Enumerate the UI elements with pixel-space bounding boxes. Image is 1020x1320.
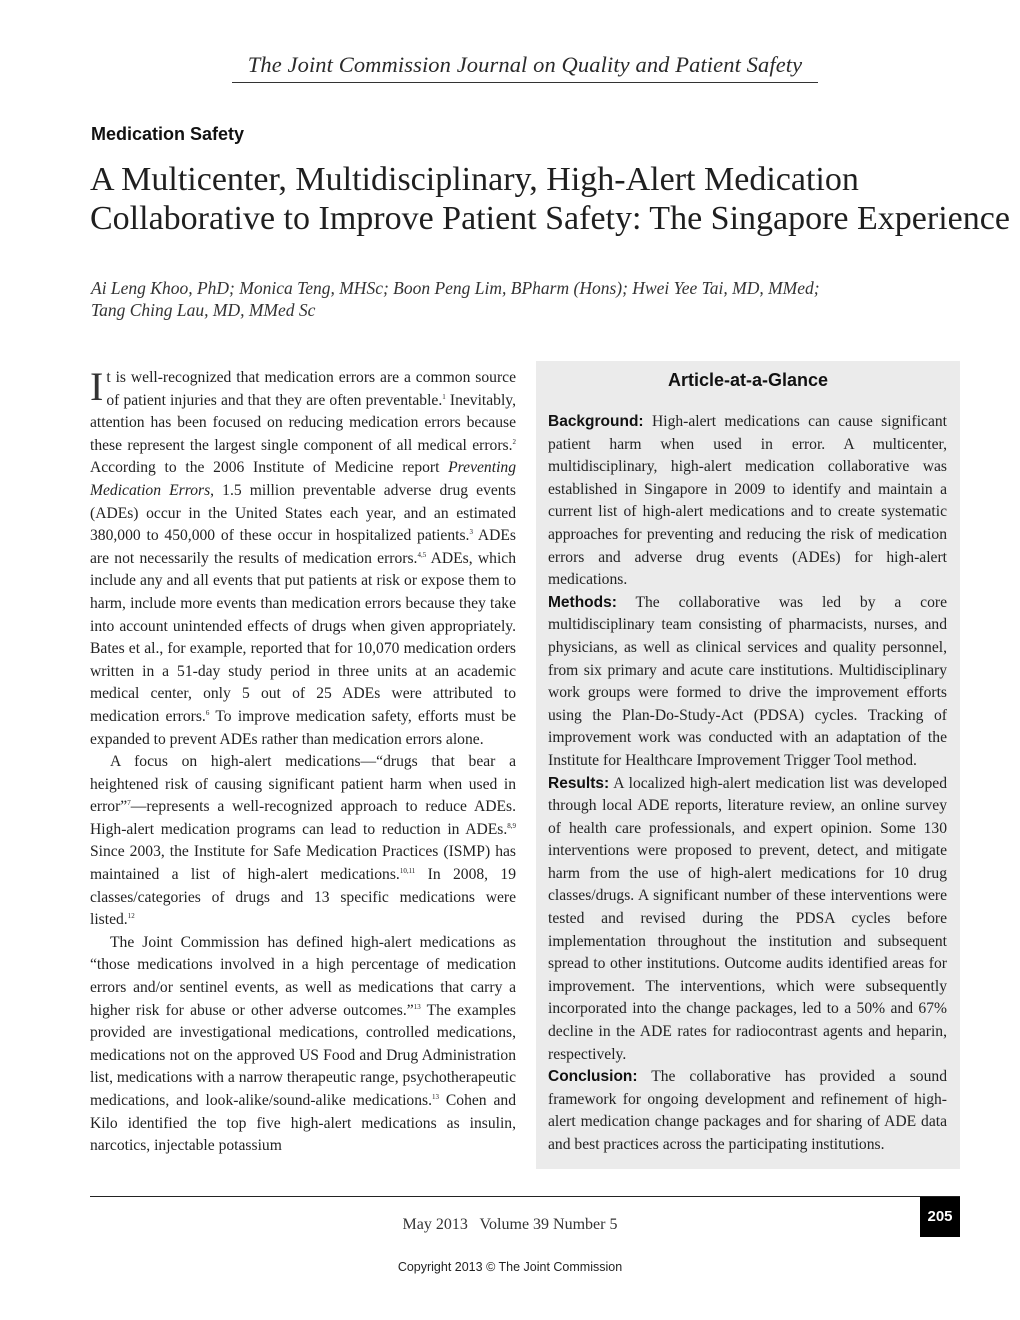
- body-text: A focus on high-alert medications—“drugs that bear a heightened risk of causing significant patient harm when used in error”: [90, 753, 516, 816]
- issue-info: [0, 1216, 1020, 1234]
- body-text: Inevitably, attention has been focused on reducing medication errors because these represent the largest single component of all medical errors.: [90, 391, 516, 454]
- reference-mark: 13: [431, 1092, 439, 1101]
- title-line: A Multicenter, Multidisciplinary, High-Alert Medication: [90, 161, 859, 198]
- body-text: t is well-recognized that medication errors are a common source of patient injuries and that they are often preventable.: [106, 369, 516, 409]
- title-line: Collaborative to Improve Patient Safety: The Singapore Experience: [90, 200, 1010, 237]
- article-title: [90, 160, 1010, 238]
- glance-body: [548, 411, 947, 1157]
- methods-text: The collaborative was led by a core multidisciplinary team consisting of pharmacists, nurses, and physicians, as well as clinical services and quality personnel, from six primary and acute care institutions. Multidisciplinary work groups were formed to drive the improvement efforts using the Plan-Do-Study-Act (PDSA) cycles. Tracking of improvement work was conducted with an adaptation of the Institute for Healthcare Improvement Trigger Tool method.: [548, 593, 947, 769]
- body-text: To improve medication safety, efforts must be expanded to prevent ADEs rather than medication errors alone.: [90, 707, 516, 748]
- body-text: ADEs are not necessarily the results of medication errors.: [90, 527, 516, 567]
- glance-conclusion: [548, 1066, 947, 1156]
- drop-cap: I: [90, 364, 104, 409]
- glance-title: Article-at-a-Glance: [667, 370, 829, 390]
- reference-mark: 6: [205, 708, 210, 717]
- reference-mark: 10,11: [399, 866, 416, 875]
- reference-mark: 13: [413, 1002, 421, 1011]
- journal-header: The Joint Commission Journal on Quality and Patient Safety: [232, 52, 818, 83]
- issue-text: May 2013 Volume 39 Number 5: [402, 1216, 618, 1233]
- glance-results: [548, 773, 947, 1067]
- reference-mark: 4,5: [417, 550, 427, 559]
- background-text: High-alert medications can cause significant patient harm when used in error. A multicenter, multidisciplinary, high-alert medication collaborative was established in Singapore in 2009 to identify and maintain a current list of high-alert medications and to create systematic approaches for preventing and reducing the risk of medication errors and adverse drug events (ADEs) for high-alert medications.: [548, 413, 947, 589]
- body-text: Cohen and Kilo identified the top five high-alert medications as insulin, narcotics, injectable potassium: [90, 1092, 516, 1155]
- section-label: Medication Safety: [91, 124, 245, 144]
- methods-label: Methods:: [548, 593, 617, 611]
- author-line: Ai Leng Khoo, PhD; Monica Teng, MHSc; Boon Peng Lim, BPharm (Hons); Hwei Yee Tai, MD, MMed;: [91, 278, 820, 298]
- background-label: Background:: [548, 413, 644, 430]
- body-text: , 1.5 million preventable adverse drug events (ADEs) occur in the United States each year, and an estimated 380,000 to 450,000 of these occur in hospitalized patients.: [90, 481, 516, 545]
- glance-methods: [548, 592, 947, 773]
- body-text: ADEs, which include any and all events that put patients at risk or expose them to harm, include more events than medication errors because they take into account unintended effects of drugs when given appropriately. Bates et al., for example, reported that for 10,070 medication orders written in a 51-day study period in three units at an academic medical center, only 5 out of 25 ADEs were attributed to medication errors.: [90, 549, 516, 725]
- body-text: The Joint Commission has defined high-alert medications as “those medications involved in a high percentage of medication errors and/or sentinel events, as well as medications that carry a higher risk for abuse or other adverse outcomes.”: [90, 933, 516, 1019]
- glance-background: [548, 411, 947, 592]
- reference-mark: 2: [512, 437, 516, 446]
- author-line: Tang Ching Lau, MD, MMed Sc: [91, 300, 316, 320]
- body-column: [90, 364, 516, 1158]
- footer-divider: [90, 1196, 960, 1197]
- reference-mark: 12: [127, 912, 135, 921]
- conclusion-text: The collaborative has provided a sound framework for ongoing development and refinement of high-alert medication change packages and for sharing of ADE data and best practices across the participating institutions.: [548, 1068, 947, 1153]
- copyright-notice: Copyright 2013 © The Joint Commission: [397, 1260, 623, 1274]
- body-text: The examples provided are investigational medications, controlled medications, medications not on the approved US Food and Drug Administration list, medications with a narrow therapeutic range, psychotherapeutic medications, and look-alike/sound-alike medications.: [90, 1001, 516, 1109]
- body-text: According to the 2006 Institute of Medicine report: [90, 459, 449, 477]
- body-text: —represents a well-recognized approach to reduce ADEs. High-alert medication programs can lead to reduction in ADEs.: [90, 798, 516, 838]
- article-at-a-glance-box: [536, 361, 960, 1169]
- body-paragraph: [90, 364, 516, 751]
- conclusion-label: Conclusion:: [548, 1068, 638, 1086]
- reference-mark: 1: [442, 392, 446, 401]
- results-label: Results:: [548, 774, 610, 792]
- cited-report-title: Preventing Medication Errors: [90, 459, 516, 499]
- body-text: In 2008, 19 classes/categories of drugs and 13 specific medications were listed.: [90, 866, 516, 929]
- reference-mark: 8,9: [507, 821, 516, 830]
- reference-mark: 7: [127, 799, 131, 808]
- reference-mark: 3: [469, 527, 473, 536]
- body-paragraph: [90, 932, 516, 1158]
- author-list: [91, 277, 951, 321]
- page-number: 205: [920, 1197, 960, 1237]
- results-text: A localized high-alert medication list was developed through local ADE reports, literature review, an online survey of health care professionals, and expert opinion. Some 130 interventions were proposed to prevent, detect, and mitigate harm from the use of high-alert medications for 10 drug classes/drugs. A significant number of these interventions were tested and revised during the PDSA cycles before implementation throughout the institution and subsequent spread to other institutions. Outcome audits identified areas for improvement. The interventions, which were subsequently incorporated into the change packages, led to a 50% and 67% decline in the ADE rates for radiocontrast agents and heparin, respectively.: [548, 774, 947, 1063]
- body-text: Since 2003, the Institute for Safe Medication Practices (ISMP) has maintained a list of high-alert medications.: [90, 843, 516, 884]
- body-paragraph: [90, 751, 516, 932]
